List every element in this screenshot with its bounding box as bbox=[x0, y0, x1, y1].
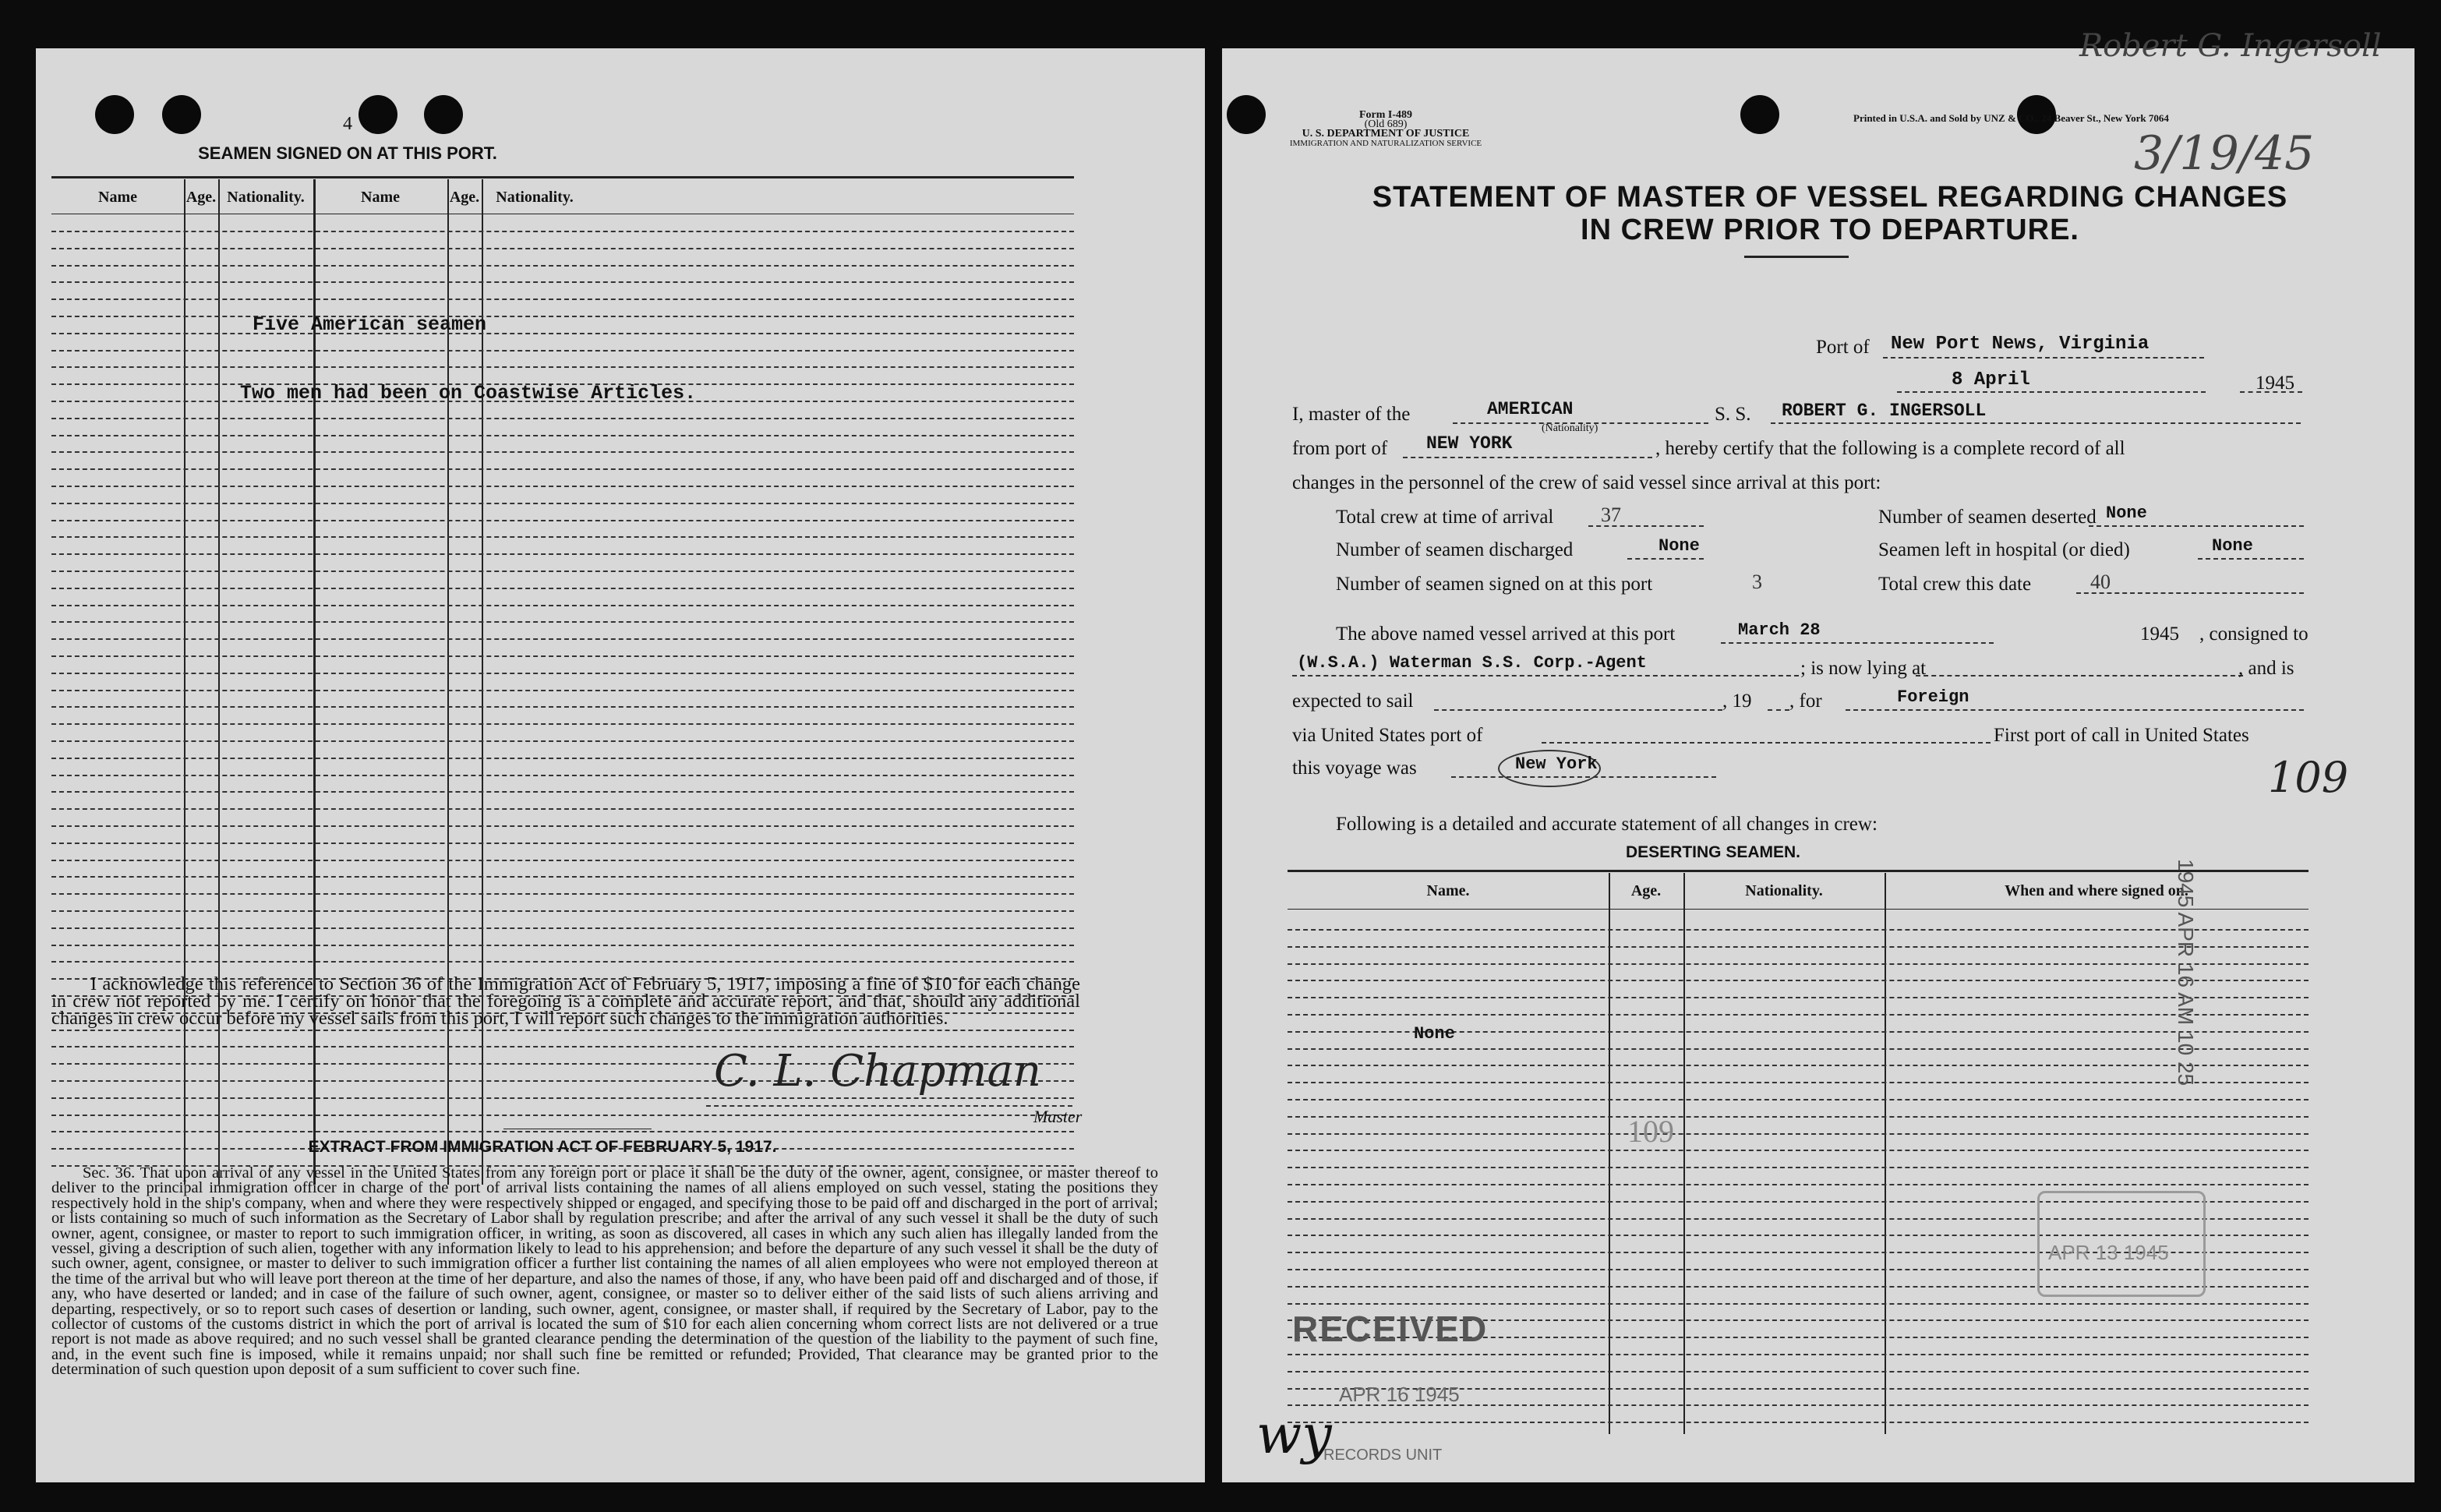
changes-text: changes in the personnel of the crew of said vessel since arrival at this port: bbox=[1292, 472, 1881, 493]
table-row bbox=[1288, 1167, 2309, 1168]
column-divider bbox=[218, 179, 220, 1185]
table-row bbox=[51, 265, 1074, 267]
certify-text: , hereby certify that the following is a complete record of all bbox=[1655, 438, 2125, 459]
table-head-rule bbox=[1288, 909, 2309, 910]
table-row bbox=[1288, 1133, 2309, 1135]
table-row bbox=[51, 758, 1074, 759]
from-port-value: NEW YORK bbox=[1426, 433, 1513, 454]
printer-imprint: Printed in U.S.A. and Sold by UNZ & CO., 24 Beaver St., New York 7064 bbox=[1853, 112, 2169, 124]
acknowledgment-text: I acknowledge this reference to Section 36 of the Immigration Act of February 5, 1917, imposing a fine of $10 for each change in crew not reported by me. I certify on honor that the foregoing is a complete and accurate report, and that, should any additional changes in crew occur before my vessel sails from this port, I will report such changes to the immigration authorities. bbox=[51, 973, 1080, 1029]
table-row bbox=[51, 740, 1074, 742]
table-row bbox=[51, 945, 1074, 946]
table-row bbox=[51, 961, 1074, 963]
column-header: Name bbox=[361, 189, 400, 206]
page-number: 4 bbox=[343, 114, 352, 134]
ss-label: S. S. bbox=[1715, 404, 1751, 425]
left-page bbox=[36, 48, 1205, 1482]
table-row bbox=[51, 451, 1074, 453]
fill-line bbox=[1721, 642, 1994, 644]
hospital-label: Seamen left in hospital (or died) bbox=[1878, 539, 2130, 560]
table-row bbox=[51, 1115, 1074, 1116]
form-header bbox=[1284, 111, 1487, 148]
first-port-label: First port of call in United States bbox=[1994, 725, 2249, 746]
table-row bbox=[51, 553, 1074, 555]
table-row bbox=[51, 1097, 1074, 1099]
table-row bbox=[51, 723, 1074, 725]
punch-hole bbox=[424, 95, 463, 134]
extract-title: EXTRACT FROM IMMIGRATION ACT OF FEBRUARY 5, 1917. bbox=[308, 1138, 777, 1156]
fill-line bbox=[1434, 709, 1722, 711]
table-row bbox=[51, 503, 1074, 504]
lying-label: ; is now lying at bbox=[1800, 658, 1927, 679]
handwritten-vessel-name: Robert G. Ingersoll bbox=[2079, 28, 2382, 64]
fill-line bbox=[1883, 357, 2204, 359]
total-crew-label: Total crew at time of arrival bbox=[1336, 507, 1554, 528]
nationality-caption: (Nationality) bbox=[1542, 422, 1598, 434]
fill-line bbox=[2240, 391, 2302, 393]
punch-hole bbox=[1227, 95, 1266, 134]
desk-stamp-date: APR 13 1945 bbox=[2048, 1241, 2169, 1264]
table-row bbox=[1288, 963, 2309, 965]
fill-line bbox=[1588, 525, 1704, 527]
fill-line bbox=[2198, 558, 2304, 560]
vessel-name: ROBERT G. INGERSOLL bbox=[1782, 401, 1987, 421]
table-row bbox=[51, 299, 1074, 300]
table-row bbox=[51, 927, 1074, 929]
punch-hole bbox=[162, 95, 201, 134]
sail-year: , 19 bbox=[1722, 691, 1752, 712]
table-row bbox=[51, 775, 1074, 776]
column-header: When and where signed on. bbox=[2005, 882, 2188, 899]
column-header: Age. bbox=[1630, 882, 1662, 899]
service: IMMIGRATION AND NATURALIZATION SERVICE bbox=[1289, 139, 1482, 148]
table-row bbox=[1288, 1048, 2309, 1050]
table-row bbox=[1288, 1082, 2309, 1083]
column-header: Nationality. bbox=[227, 189, 305, 206]
master-label: I, master of the bbox=[1292, 404, 1411, 425]
extract-text: Sec. 36. That upon arrival of any vessel in the United States from any foreign port or place it shall be the duty of the owner, agent, consignee, or master thereof to deliver to the principal immigration officer in charge of the port of arrival lists containing the names of all aliens employed on such vessel, stating the positions they respectively hold in the ship's company, when and where they were respectively shipped or engaged, and specifying those to be paid off and discharged in the port of arrival; or lists containing so much of such information as the Secretary of Labor shall by regulation prescribe; and after the arrival of any such vessel it shall be the duty of such owner, agent, consignee, or master to report to such immigration officer, in writing, as soon as discovered, all cases in which any such alien has illegally landed from the vessel, giving a description of such alien, together with any information likely to lead to his apprehension; and before the departure of any such vessel it shall be the duty of such owner, agent, consignee, or master to deliver to such immigration officer a further list containing the names of all alien employees who were not employed thereon at the time of the arrival but who will leave port thereon at the time of her departure, and also the names of those, if any, who have been paid off and discharged and of those, if any, who have deserted or landed; and in case of the failure of such owner, agent, consignee, or master so to deliver either of the said lists of such aliens arriving and departing, respectively, or so to report such cases of desertion or landing, such owner, agent, consignee, or master shall, if required by the Secretary of Labor, pay to the collector of customs of the customs district in which the port of arrival is located the sum of $10 for each alien concerning whom correct lists are not delivered or a true report is not made as above required; and no such vessel shall be granted clearance pending the determination of the question of the liability to the payment of such fine, and, in the event such fine is imposed, while it remains unpaid; nor shall such fine be remitted or refunded; Provided, That clearance may be granted prior to the determination of such question upon deposit of a sum sufficient to cover such fine. bbox=[51, 1164, 1158, 1379]
table-entry: Two men had been on Coastwise Articles. bbox=[240, 382, 697, 404]
table-row bbox=[1288, 946, 2309, 948]
table-row bbox=[51, 843, 1074, 844]
deserted-value: None bbox=[2106, 503, 2147, 523]
deserting-title: DESERTING SEAMEN. bbox=[1625, 843, 1801, 861]
sail-label: expected to sail bbox=[1292, 691, 1414, 712]
table-row bbox=[1288, 1065, 2309, 1066]
master-signature: C. L. Chapman bbox=[714, 1046, 1041, 1097]
table-row bbox=[51, 248, 1074, 249]
column-divider bbox=[1885, 873, 1886, 1434]
table-row bbox=[51, 231, 1074, 232]
fill-line bbox=[1768, 709, 1789, 711]
fill-line bbox=[1916, 675, 2243, 677]
signature-line bbox=[706, 1105, 1072, 1107]
title-rule bbox=[1744, 256, 1849, 258]
fill-line bbox=[2076, 592, 2304, 594]
document-subtitle: IN CREW PRIOR TO DEPARTURE. bbox=[1581, 214, 2079, 246]
table-row bbox=[51, 706, 1074, 708]
via-label: via United States port of bbox=[1292, 725, 1483, 746]
table-row bbox=[51, 536, 1074, 538]
deserting-entry: None bbox=[1414, 1024, 1455, 1044]
handwritten-initials: wy bbox=[1256, 1404, 1332, 1466]
table-row bbox=[51, 690, 1074, 691]
table-top-rule bbox=[1288, 870, 2309, 872]
fill-line bbox=[2089, 525, 2304, 527]
table-row bbox=[51, 281, 1074, 283]
department: U. S. DEPARTMENT OF JUSTICE bbox=[1302, 128, 1470, 140]
time-date-stamp: 1945 APR 16 AM 10 25 bbox=[2174, 859, 2198, 1086]
table-row bbox=[51, 571, 1074, 572]
table-row bbox=[1288, 1354, 2309, 1355]
table-row bbox=[51, 435, 1074, 436]
punch-hole bbox=[1740, 95, 1779, 134]
table-row bbox=[51, 621, 1074, 623]
table-row bbox=[51, 486, 1074, 487]
received-date: APR 16 1945 bbox=[1339, 1383, 1460, 1406]
column-header: Name. bbox=[1426, 882, 1470, 899]
column-header: Nationality. bbox=[496, 189, 574, 206]
fill-line bbox=[1846, 709, 2304, 711]
discharged-label: Number of seamen discharged bbox=[1336, 539, 1574, 560]
and-is-label: , and is bbox=[2238, 658, 2294, 679]
table-row bbox=[51, 860, 1074, 861]
port-label: Port of bbox=[1816, 337, 1870, 358]
voyage-label: this voyage was bbox=[1292, 758, 1417, 779]
column-header: Age. bbox=[449, 189, 480, 206]
table-row bbox=[51, 333, 1074, 334]
total-this-date-label: Total crew this date bbox=[1878, 574, 2032, 595]
table-entry: Five American seamen bbox=[253, 313, 487, 336]
form-number: Form I-489 bbox=[1358, 109, 1413, 121]
table-row bbox=[51, 825, 1074, 827]
table-row bbox=[51, 893, 1074, 895]
arrived-year: 1945 bbox=[2140, 624, 2179, 645]
fill-line bbox=[1451, 776, 1716, 778]
handwritten-date: 3/19/45 bbox=[2134, 126, 2315, 181]
table-row bbox=[51, 673, 1074, 674]
stamp-number: 109 bbox=[1627, 1114, 1674, 1149]
signed-on-label: Number of seamen signed on at this port bbox=[1336, 574, 1653, 595]
table-row bbox=[1288, 997, 2309, 998]
table-row bbox=[51, 350, 1074, 352]
fill-line bbox=[1771, 422, 2301, 424]
table-row bbox=[51, 791, 1074, 793]
fill-line bbox=[1897, 391, 2206, 393]
table-row bbox=[1288, 980, 2309, 981]
table-row bbox=[51, 316, 1074, 317]
fill-line bbox=[1292, 675, 1799, 677]
table-row bbox=[51, 910, 1074, 912]
table-row bbox=[1288, 1150, 2309, 1151]
discharged-value: None bbox=[1659, 536, 1700, 556]
arrived-label: The above named vessel arrived at this port bbox=[1336, 624, 1676, 645]
column-divider bbox=[1683, 873, 1685, 1434]
table-top-rule bbox=[51, 176, 1074, 178]
hospital-value: None bbox=[2212, 536, 2253, 556]
table-row bbox=[51, 468, 1074, 470]
date-day: 8 April bbox=[1952, 369, 2030, 390]
form-old-number: (Old 689) bbox=[1364, 118, 1408, 130]
total-this-date-value: 40 bbox=[2090, 571, 2111, 593]
consignee-value: (W.S.A.) Waterman S.S. Corp.-Agent bbox=[1297, 653, 1647, 673]
fill-line bbox=[1403, 457, 1652, 458]
arrived-value: March 28 bbox=[1738, 620, 1821, 640]
nationality-value: AMERICAN bbox=[1487, 399, 1574, 419]
page-mark: 109 bbox=[2268, 753, 2349, 802]
column-header: Name bbox=[98, 189, 137, 206]
table-row bbox=[51, 588, 1074, 589]
table-row bbox=[51, 605, 1074, 606]
table-row bbox=[1288, 1116, 2309, 1118]
signed-on-value: 3 bbox=[1752, 571, 1762, 593]
table-row bbox=[1288, 1303, 2309, 1305]
table-row bbox=[51, 638, 1074, 640]
consigned-label: , consigned to bbox=[2199, 624, 2309, 645]
from-port-label: from port of bbox=[1292, 438, 1388, 459]
table-row bbox=[51, 655, 1074, 657]
document-title: STATEMENT OF MASTER OF VESSEL REGARDING CHANGES bbox=[1372, 181, 2288, 214]
table-row bbox=[1288, 1099, 2309, 1100]
total-crew-value: 37 bbox=[1601, 503, 1621, 526]
received-stamp: RECEIVED bbox=[1292, 1309, 1489, 1349]
column-header: Nationality. bbox=[1745, 882, 1823, 899]
table-row bbox=[51, 808, 1074, 810]
table-row bbox=[51, 876, 1074, 878]
for-value: Foreign bbox=[1897, 687, 1969, 707]
table-row bbox=[1288, 1014, 2309, 1016]
for-label: , for bbox=[1789, 691, 1822, 712]
table-row bbox=[51, 418, 1074, 419]
table-row bbox=[1288, 1422, 2309, 1423]
table-row bbox=[1288, 929, 2309, 931]
punch-hole bbox=[95, 95, 134, 134]
column-header: Age. bbox=[185, 189, 217, 206]
right-page bbox=[1222, 28, 2415, 1482]
port-value: New Port News, Virginia bbox=[1891, 334, 2150, 355]
date-year: 1945 bbox=[2256, 373, 2294, 394]
table-row bbox=[1288, 1371, 2309, 1372]
column-divider bbox=[1609, 873, 1610, 1434]
fill-line bbox=[1542, 742, 1991, 744]
column-divider bbox=[184, 179, 185, 1185]
table-row bbox=[1288, 1184, 2309, 1185]
table-row bbox=[51, 1131, 1074, 1132]
section-title: SEAMEN SIGNED ON AT THIS PORT. bbox=[198, 143, 497, 163]
fill-line bbox=[1627, 558, 1704, 560]
deserted-label: Number of seamen deserted bbox=[1878, 507, 2097, 528]
table-row bbox=[51, 520, 1074, 521]
voyage-value: New York bbox=[1515, 754, 1598, 774]
following-text: Following is a detailed and accurate statement of all changes in crew: bbox=[1336, 814, 1878, 835]
table-row bbox=[51, 1030, 1074, 1031]
signature-role: Master bbox=[1033, 1107, 1083, 1126]
records-unit-stamp: RECORDS UNIT bbox=[1323, 1447, 1443, 1464]
table-row bbox=[51, 366, 1074, 368]
